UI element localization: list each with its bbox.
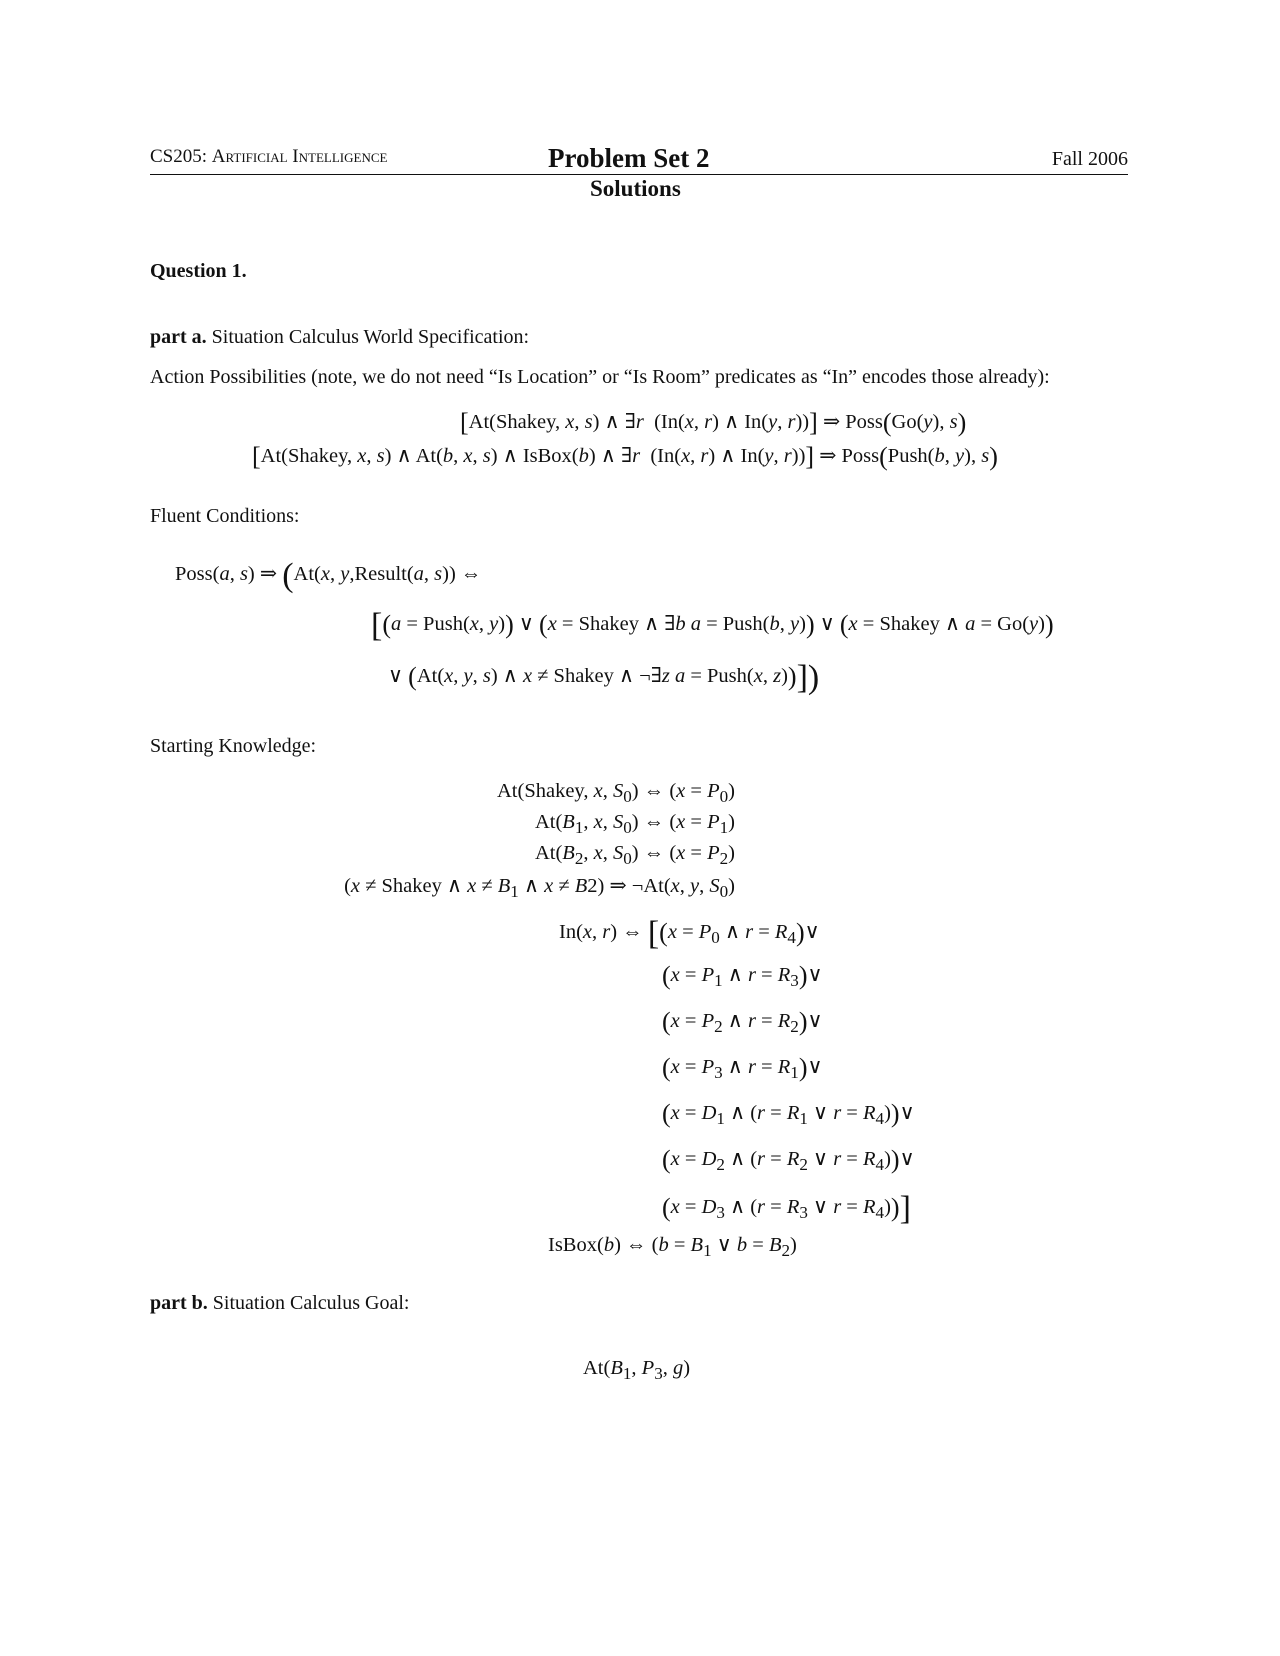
fluent-formula-line-1: Poss(a, s) ⇒ (At(x, y,Result(a, s)) ⇔ (175, 557, 482, 594)
starting-knowledge-intro: Starting Knowledge: (150, 735, 317, 757)
isbox-formula: IsBox(b) ⇔ ($b = B_1$ ∨ $b = B_2$) (548, 1234, 797, 1261)
in-formula-line-3: ($x = P_2$ ∧ $r = R_2)\vee$ (662, 1007, 823, 1037)
course-name: Artificial Intelligence (211, 146, 388, 167)
course-code: CS205: (150, 146, 212, 167)
formula-poss-go: [At(Shakey, x, s) ∧ ∃r (In(x, r) ∧ In(y, r))] ⇒ Poss(Go(y), s) (460, 408, 967, 437)
in-formula-line-1: In(x, r) ⇔ [($x = P_0$ ∧ $r = R_4)\vee$ (559, 915, 820, 952)
fluent-formula-line-2: [(a = Push(x, y)) ∨ (x = Shakey ∧ ∃b a = Push(b, y)) ∨ (x = Shakey ∧ a = Go(y)) (371, 607, 1054, 644)
document-subtitle: Solutions (590, 176, 681, 201)
in-formula-line-5: ($x = D_1$ ∧ ($r = R_1$ ∨ $r = R_4))\vee$ (662, 1099, 915, 1129)
fluent-conditions-intro: Fluent Conditions: (150, 505, 300, 527)
starting-formula-b2: $At(B_2$, x, $S_0$) ⇔ $(x = P_2)$ (534, 842, 735, 869)
part-a-text: Situation Calculus World Specification: (206, 326, 530, 348)
part-b-label: part b. (150, 1292, 208, 1314)
in-formula-line-6: ($x = D_2$ ∧ ($r = R_2$ ∨ $r = R_4))\vee$ (662, 1145, 915, 1175)
in-formula-line-7: ($x = D_3$ ∧ ($r = R_3$ ∨ $r = R_4$))] (662, 1190, 911, 1227)
term-label: Fall 2006 (1051, 148, 1128, 170)
starting-formula-b1: $At(B_1$, x, $S_0$) ⇔ $(x = P_1)$ (534, 811, 735, 838)
part-b-text: Situation Calculus Goal: (207, 1292, 410, 1314)
part-a-label: part a. (150, 326, 207, 348)
goal-formula: $At(B_1$, $P_3$, g) (583, 1357, 691, 1384)
course-header (150, 146, 387, 168)
starting-formula-shakey: At(Shakey, x, $S_0$) ⇔ $(x = P_0)$ (497, 780, 735, 807)
in-formula-line-4: ($x = P_3$ ∧ $r = R_1)\vee$ (662, 1053, 823, 1083)
part-a-heading (150, 326, 529, 349)
in-formula-line-2: ($x = P_1$ ∧ $r = R_3)\vee$ (662, 961, 823, 991)
action-possibilities-intro: Action Possibilities (note, we do not need “Is Location” or “Is Room” predicates as “In” encodes those already): (150, 366, 1050, 388)
part-b-heading (150, 1292, 409, 1315)
question-heading: Question 1. (150, 260, 247, 282)
document-title: Problem Set 2 (548, 143, 710, 173)
header-rule (150, 174, 1128, 175)
formula-poss-push: [At(Shakey, x, s) ∧ At(b, x, s) ∧ IsBox(b) ∧ ∃r (In(x, r) ∧ In(y, r))] ⇒ Poss(Push(b, y), s) (252, 442, 998, 471)
starting-formula-others: (x ≠ Shakey ∧ $x \ne B_1$ ∧ x ≠ B2) ⇒ ¬At(x, y, $S_0$) (344, 875, 735, 902)
fluent-formula-line-3: ∨ (At(x, y, s) ∧ x ≠ Shakey ∧ ¬∃z a = Push(x, z))]) (388, 659, 820, 696)
